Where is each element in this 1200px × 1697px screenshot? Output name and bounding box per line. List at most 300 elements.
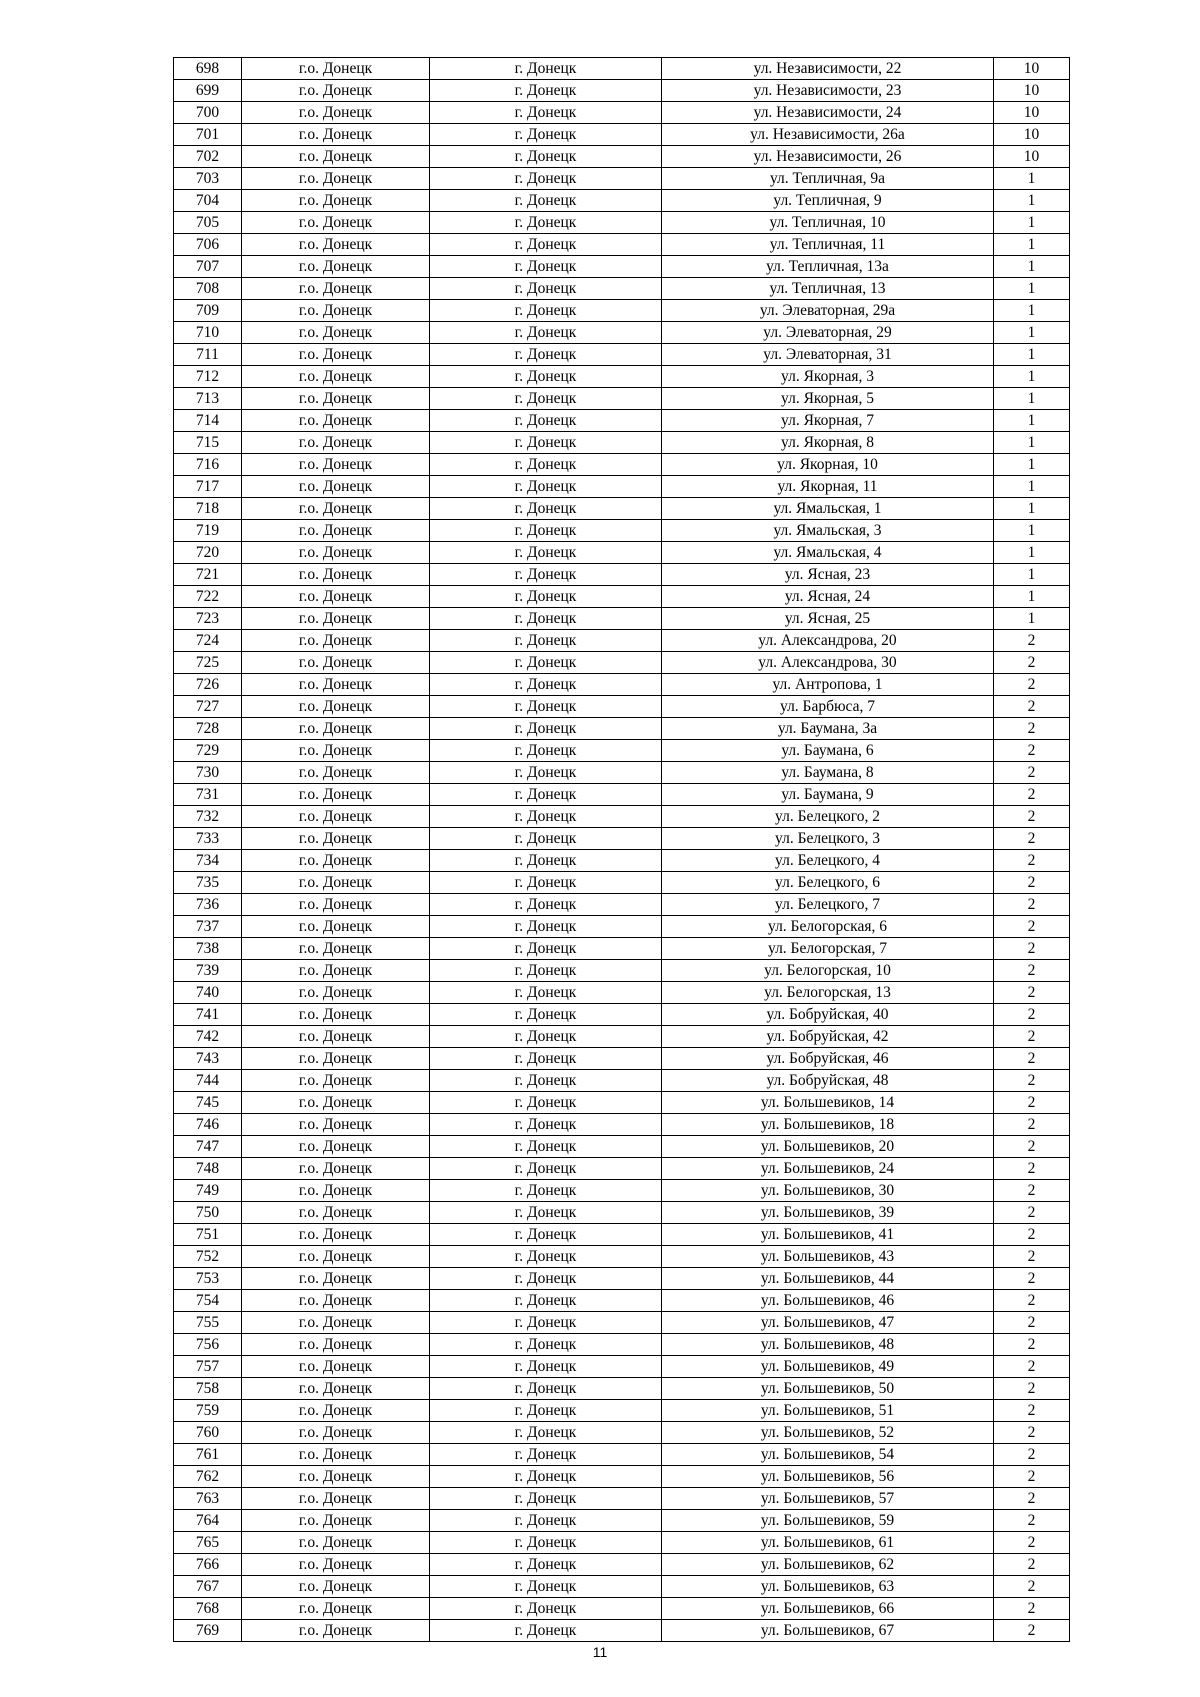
city-cell: г. Донецк bbox=[430, 1466, 662, 1488]
city-cell: г. Донецк bbox=[430, 1048, 662, 1070]
row-number-cell: 755 bbox=[174, 1312, 242, 1334]
district-cell: г.о. Донецк bbox=[242, 1048, 430, 1070]
district-cell: г.о. Донецк bbox=[242, 520, 430, 542]
value-cell: 1 bbox=[994, 520, 1070, 542]
district-cell: г.о. Донецк bbox=[242, 586, 430, 608]
address-cell: ул. Бобруйская, 40 bbox=[662, 1004, 994, 1026]
city-cell: г. Донецк bbox=[430, 608, 662, 630]
value-cell: 1 bbox=[994, 212, 1070, 234]
row-number-cell: 746 bbox=[174, 1114, 242, 1136]
district-cell: г.о. Донецк bbox=[242, 784, 430, 806]
row-number-cell: 738 bbox=[174, 938, 242, 960]
table-row bbox=[174, 938, 1070, 960]
table-row bbox=[174, 608, 1070, 630]
district-cell: г.о. Донецк bbox=[242, 168, 430, 190]
table-row bbox=[174, 630, 1070, 652]
row-number-cell: 720 bbox=[174, 542, 242, 564]
row-number-cell: 736 bbox=[174, 894, 242, 916]
district-cell: г.о. Донецк bbox=[242, 1158, 430, 1180]
table-row bbox=[174, 410, 1070, 432]
address-cell: ул. Баумана, 9 bbox=[662, 784, 994, 806]
value-cell: 10 bbox=[994, 102, 1070, 124]
table-row bbox=[174, 1466, 1070, 1488]
page-number: 11 bbox=[592, 1644, 608, 1660]
address-cell: ул. Бобруйская, 46 bbox=[662, 1048, 994, 1070]
city-cell: г. Донецк bbox=[430, 1554, 662, 1576]
row-number-cell: 715 bbox=[174, 432, 242, 454]
row-number-cell: 698 bbox=[174, 58, 242, 80]
address-cell: ул. Якорная, 3 bbox=[662, 366, 994, 388]
address-cell: ул. Белогорская, 6 bbox=[662, 916, 994, 938]
city-cell: г. Донецк bbox=[430, 872, 662, 894]
address-cell: ул. Александрова, 20 bbox=[662, 630, 994, 652]
value-cell: 1 bbox=[994, 344, 1070, 366]
city-cell: г. Донецк bbox=[430, 1312, 662, 1334]
row-number-cell: 727 bbox=[174, 696, 242, 718]
city-cell: г. Донецк bbox=[430, 674, 662, 696]
table-row bbox=[174, 1268, 1070, 1290]
table-row bbox=[174, 190, 1070, 212]
address-cell: ул. Независимости, 26 bbox=[662, 146, 994, 168]
address-cell: ул. Большевиков, 48 bbox=[662, 1334, 994, 1356]
value-cell: 2 bbox=[994, 652, 1070, 674]
address-cell: ул. Большевиков, 47 bbox=[662, 1312, 994, 1334]
value-cell: 1 bbox=[994, 366, 1070, 388]
table-row bbox=[174, 960, 1070, 982]
district-cell: г.о. Донецк bbox=[242, 1598, 430, 1620]
district-cell: г.о. Донецк bbox=[242, 1312, 430, 1334]
city-cell: г. Донецк bbox=[430, 146, 662, 168]
table-row bbox=[174, 1224, 1070, 1246]
district-cell: г.о. Донецк bbox=[242, 1378, 430, 1400]
city-cell: г. Донецк bbox=[430, 1004, 662, 1026]
address-cell: ул. Большевиков, 44 bbox=[662, 1268, 994, 1290]
city-cell: г. Донецк bbox=[430, 190, 662, 212]
district-cell: г.о. Донецк bbox=[242, 938, 430, 960]
city-cell: г. Донецк bbox=[430, 894, 662, 916]
address-cell: ул. Якорная, 10 bbox=[662, 454, 994, 476]
address-cell: ул. Тепличная, 9а bbox=[662, 168, 994, 190]
row-number-cell: 758 bbox=[174, 1378, 242, 1400]
city-cell: г. Донецк bbox=[430, 432, 662, 454]
row-number-cell: 706 bbox=[174, 234, 242, 256]
address-cell: ул. Якорная, 8 bbox=[662, 432, 994, 454]
city-cell: г. Донецк bbox=[430, 322, 662, 344]
row-number-cell: 740 bbox=[174, 982, 242, 1004]
table-row bbox=[174, 586, 1070, 608]
address-cell: ул. Элеваторная, 29а bbox=[662, 300, 994, 322]
value-cell: 2 bbox=[994, 1290, 1070, 1312]
district-cell: г.о. Донецк bbox=[242, 190, 430, 212]
district-cell: г.о. Донецк bbox=[242, 850, 430, 872]
value-cell: 2 bbox=[994, 1158, 1070, 1180]
row-number-cell: 752 bbox=[174, 1246, 242, 1268]
city-cell: г. Донецк bbox=[430, 652, 662, 674]
address-cell: ул. Большевиков, 63 bbox=[662, 1576, 994, 1598]
district-cell: г.о. Донецк bbox=[242, 80, 430, 102]
value-cell: 2 bbox=[994, 916, 1070, 938]
row-number-cell: 732 bbox=[174, 806, 242, 828]
row-number-cell: 745 bbox=[174, 1092, 242, 1114]
address-cell: ул. Тепличная, 13а bbox=[662, 256, 994, 278]
city-cell: г. Донецк bbox=[430, 1114, 662, 1136]
table-row bbox=[174, 806, 1070, 828]
city-cell: г. Донецк bbox=[430, 234, 662, 256]
address-cell: ул. Александрова, 30 bbox=[662, 652, 994, 674]
city-cell: г. Донецк bbox=[430, 1356, 662, 1378]
city-cell: г. Донецк bbox=[430, 806, 662, 828]
city-cell: г. Донецк bbox=[430, 740, 662, 762]
row-number-cell: 765 bbox=[174, 1532, 242, 1554]
value-cell: 1 bbox=[994, 498, 1070, 520]
address-cell: ул. Баумана, 3а bbox=[662, 718, 994, 740]
row-number-cell: 705 bbox=[174, 212, 242, 234]
value-cell: 1 bbox=[994, 300, 1070, 322]
address-cell: ул. Тепличная, 11 bbox=[662, 234, 994, 256]
address-cell: ул. Большевиков, 20 bbox=[662, 1136, 994, 1158]
table-row bbox=[174, 1444, 1070, 1466]
district-cell: г.о. Донецк bbox=[242, 1510, 430, 1532]
district-cell: г.о. Донецк bbox=[242, 674, 430, 696]
value-cell: 1 bbox=[994, 564, 1070, 586]
table-row bbox=[174, 498, 1070, 520]
row-number-cell: 741 bbox=[174, 1004, 242, 1026]
value-cell: 1 bbox=[994, 476, 1070, 498]
address-cell: ул. Большевиков, 50 bbox=[662, 1378, 994, 1400]
table-row bbox=[174, 388, 1070, 410]
city-cell: г. Донецк bbox=[430, 762, 662, 784]
table-row bbox=[174, 1510, 1070, 1532]
value-cell: 1 bbox=[994, 168, 1070, 190]
row-number-cell: 714 bbox=[174, 410, 242, 432]
address-cell: ул. Белецкого, 2 bbox=[662, 806, 994, 828]
table-row bbox=[174, 916, 1070, 938]
city-cell: г. Донецк bbox=[430, 476, 662, 498]
table-row bbox=[174, 234, 1070, 256]
table-row bbox=[174, 80, 1070, 102]
district-cell: г.о. Донецк bbox=[242, 256, 430, 278]
value-cell: 1 bbox=[994, 322, 1070, 344]
table-row bbox=[174, 784, 1070, 806]
city-cell: г. Донецк bbox=[430, 960, 662, 982]
row-number-cell: 768 bbox=[174, 1598, 242, 1620]
district-cell: г.о. Донецк bbox=[242, 1334, 430, 1356]
address-cell: ул. Белогорская, 13 bbox=[662, 982, 994, 1004]
district-cell: г.о. Донецк bbox=[242, 1620, 430, 1642]
table-row bbox=[174, 652, 1070, 674]
district-cell: г.о. Донецк bbox=[242, 1004, 430, 1026]
address-cell: ул. Элеваторная, 29 bbox=[662, 322, 994, 344]
address-cell: ул. Барбюса, 7 bbox=[662, 696, 994, 718]
value-cell: 2 bbox=[994, 1004, 1070, 1026]
value-cell: 2 bbox=[994, 1312, 1070, 1334]
address-cell: ул. Большевиков, 49 bbox=[662, 1356, 994, 1378]
district-cell: г.о. Донецк bbox=[242, 454, 430, 476]
district-cell: г.о. Донецк bbox=[242, 564, 430, 586]
city-cell: г. Донецк bbox=[430, 1422, 662, 1444]
table-row bbox=[174, 322, 1070, 344]
city-cell: г. Донецк bbox=[430, 1224, 662, 1246]
value-cell: 10 bbox=[994, 80, 1070, 102]
city-cell: г. Донецк bbox=[430, 1576, 662, 1598]
value-cell: 2 bbox=[994, 806, 1070, 828]
table-row bbox=[174, 1048, 1070, 1070]
row-number-cell: 764 bbox=[174, 1510, 242, 1532]
table-row bbox=[174, 1598, 1070, 1620]
city-cell: г. Донецк bbox=[430, 366, 662, 388]
district-cell: г.о. Донецк bbox=[242, 1268, 430, 1290]
row-number-cell: 749 bbox=[174, 1180, 242, 1202]
district-cell: г.о. Донецк bbox=[242, 1576, 430, 1598]
row-number-cell: 707 bbox=[174, 256, 242, 278]
table-row bbox=[174, 564, 1070, 586]
address-cell: ул. Большевиков, 57 bbox=[662, 1488, 994, 1510]
city-cell: г. Донецк bbox=[430, 696, 662, 718]
city-cell: г. Донецк bbox=[430, 828, 662, 850]
value-cell: 1 bbox=[994, 234, 1070, 256]
table-row bbox=[174, 1092, 1070, 1114]
row-number-cell: 734 bbox=[174, 850, 242, 872]
district-cell: г.о. Донецк bbox=[242, 410, 430, 432]
row-number-cell: 723 bbox=[174, 608, 242, 630]
row-number-cell: 709 bbox=[174, 300, 242, 322]
row-number-cell: 719 bbox=[174, 520, 242, 542]
city-cell: г. Донецк bbox=[430, 212, 662, 234]
district-cell: г.о. Донецк bbox=[242, 388, 430, 410]
address-cell: ул. Большевиков, 59 bbox=[662, 1510, 994, 1532]
address-cell: ул. Баумана, 6 bbox=[662, 740, 994, 762]
value-cell: 2 bbox=[994, 850, 1070, 872]
city-cell: г. Донецк bbox=[430, 938, 662, 960]
table-row bbox=[174, 1246, 1070, 1268]
address-cell: ул. Большевиков, 46 bbox=[662, 1290, 994, 1312]
row-number-cell: 766 bbox=[174, 1554, 242, 1576]
district-cell: г.о. Донецк bbox=[242, 1488, 430, 1510]
table-row bbox=[174, 1290, 1070, 1312]
value-cell: 1 bbox=[994, 454, 1070, 476]
district-cell: г.о. Донецк bbox=[242, 1290, 430, 1312]
address-cell: ул. Якорная, 5 bbox=[662, 388, 994, 410]
row-number-cell: 724 bbox=[174, 630, 242, 652]
table-row bbox=[174, 1378, 1070, 1400]
address-cell: ул. Большевиков, 56 bbox=[662, 1466, 994, 1488]
value-cell: 2 bbox=[994, 1356, 1070, 1378]
row-number-cell: 762 bbox=[174, 1466, 242, 1488]
address-cell: ул. Большевиков, 18 bbox=[662, 1114, 994, 1136]
city-cell: г. Донецк bbox=[430, 1290, 662, 1312]
district-cell: г.о. Донецк bbox=[242, 1466, 430, 1488]
row-number-cell: 757 bbox=[174, 1356, 242, 1378]
value-cell: 10 bbox=[994, 124, 1070, 146]
value-cell: 2 bbox=[994, 1598, 1070, 1620]
table-row bbox=[174, 1400, 1070, 1422]
table-row bbox=[174, 476, 1070, 498]
address-cell: ул. Ямальская, 1 bbox=[662, 498, 994, 520]
table-row bbox=[174, 454, 1070, 476]
table-row bbox=[174, 894, 1070, 916]
row-number-cell: 718 bbox=[174, 498, 242, 520]
value-cell: 2 bbox=[994, 1466, 1070, 1488]
district-cell: г.о. Донецк bbox=[242, 718, 430, 740]
district-cell: г.о. Донецк bbox=[242, 1114, 430, 1136]
address-cell: ул. Независимости, 24 bbox=[662, 102, 994, 124]
value-cell: 2 bbox=[994, 718, 1070, 740]
value-cell: 2 bbox=[994, 1268, 1070, 1290]
city-cell: г. Донецк bbox=[430, 388, 662, 410]
table-row bbox=[174, 696, 1070, 718]
city-cell: г. Донецк bbox=[430, 1070, 662, 1092]
value-cell: 2 bbox=[994, 1246, 1070, 1268]
row-number-cell: 759 bbox=[174, 1400, 242, 1422]
value-cell: 2 bbox=[994, 1378, 1070, 1400]
district-cell: г.о. Донецк bbox=[242, 828, 430, 850]
value-cell: 2 bbox=[994, 674, 1070, 696]
value-cell: 1 bbox=[994, 388, 1070, 410]
address-cell: ул. Баумана, 8 bbox=[662, 762, 994, 784]
value-cell: 2 bbox=[994, 762, 1070, 784]
table-row bbox=[174, 256, 1070, 278]
table-row bbox=[174, 1026, 1070, 1048]
row-number-cell: 729 bbox=[174, 740, 242, 762]
city-cell: г. Донецк bbox=[430, 102, 662, 124]
district-cell: г.о. Донецк bbox=[242, 1246, 430, 1268]
address-cell: ул. Большевиков, 67 bbox=[662, 1620, 994, 1642]
row-number-cell: 760 bbox=[174, 1422, 242, 1444]
district-cell: г.о. Донецк bbox=[242, 1180, 430, 1202]
address-cell: ул. Белецкого, 7 bbox=[662, 894, 994, 916]
district-cell: г.о. Донецк bbox=[242, 476, 430, 498]
value-cell: 2 bbox=[994, 1202, 1070, 1224]
table-row bbox=[174, 1532, 1070, 1554]
district-cell: г.о. Донецк bbox=[242, 124, 430, 146]
city-cell: г. Донецк bbox=[430, 630, 662, 652]
city-cell: г. Донецк bbox=[430, 1268, 662, 1290]
city-cell: г. Донецк bbox=[430, 916, 662, 938]
table-row bbox=[174, 674, 1070, 696]
table-row bbox=[174, 432, 1070, 454]
address-cell: ул. Якорная, 11 bbox=[662, 476, 994, 498]
address-cell: ул. Независимости, 23 bbox=[662, 80, 994, 102]
address-cell: ул. Независимости, 22 bbox=[662, 58, 994, 80]
row-number-cell: 751 bbox=[174, 1224, 242, 1246]
row-number-cell: 735 bbox=[174, 872, 242, 894]
district-cell: г.о. Донецк bbox=[242, 1224, 430, 1246]
district-cell: г.о. Донецк bbox=[242, 1070, 430, 1092]
value-cell: 2 bbox=[994, 1400, 1070, 1422]
address-cell: ул. Ясная, 25 bbox=[662, 608, 994, 630]
address-cell: ул. Большевиков, 14 bbox=[662, 1092, 994, 1114]
row-number-cell: 700 bbox=[174, 102, 242, 124]
row-number-cell: 717 bbox=[174, 476, 242, 498]
city-cell: г. Донецк bbox=[430, 58, 662, 80]
address-cell: ул. Элеваторная, 31 bbox=[662, 344, 994, 366]
value-cell: 2 bbox=[994, 1180, 1070, 1202]
district-cell: г.о. Донецк bbox=[242, 916, 430, 938]
row-number-cell: 704 bbox=[174, 190, 242, 212]
city-cell: г. Донецк bbox=[430, 1334, 662, 1356]
row-number-cell: 721 bbox=[174, 564, 242, 586]
city-cell: г. Донецк bbox=[430, 586, 662, 608]
table-row bbox=[174, 58, 1070, 80]
value-cell: 1 bbox=[994, 190, 1070, 212]
row-number-cell: 708 bbox=[174, 278, 242, 300]
value-cell: 2 bbox=[994, 1224, 1070, 1246]
address-cell: ул. Белогорская, 10 bbox=[662, 960, 994, 982]
row-number-cell: 737 bbox=[174, 916, 242, 938]
value-cell: 2 bbox=[994, 1576, 1070, 1598]
table-row bbox=[174, 366, 1070, 388]
table-row bbox=[174, 344, 1070, 366]
city-cell: г. Донецк bbox=[430, 1180, 662, 1202]
table-row bbox=[174, 212, 1070, 234]
address-cell: ул. Большевиков, 61 bbox=[662, 1532, 994, 1554]
city-cell: г. Донецк bbox=[430, 300, 662, 322]
city-cell: г. Донецк bbox=[430, 1026, 662, 1048]
address-cell: ул. Бобруйская, 42 bbox=[662, 1026, 994, 1048]
row-number-cell: 750 bbox=[174, 1202, 242, 1224]
value-cell: 2 bbox=[994, 630, 1070, 652]
district-cell: г.о. Донецк bbox=[242, 872, 430, 894]
value-cell: 2 bbox=[994, 784, 1070, 806]
value-cell: 2 bbox=[994, 1422, 1070, 1444]
table-row bbox=[174, 1334, 1070, 1356]
address-cell: ул. Якорная, 7 bbox=[662, 410, 994, 432]
city-cell: г. Донецк bbox=[430, 410, 662, 432]
table-row bbox=[174, 1312, 1070, 1334]
value-cell: 2 bbox=[994, 960, 1070, 982]
table-row bbox=[174, 1180, 1070, 1202]
table-row bbox=[174, 740, 1070, 762]
district-cell: г.о. Донецк bbox=[242, 1356, 430, 1378]
city-cell: г. Донецк bbox=[430, 1532, 662, 1554]
address-cell: ул. Большевиков, 41 bbox=[662, 1224, 994, 1246]
district-cell: г.о. Донецк bbox=[242, 652, 430, 674]
district-cell: г.о. Донецк bbox=[242, 542, 430, 564]
value-cell: 2 bbox=[994, 696, 1070, 718]
district-cell: г.о. Донецк bbox=[242, 322, 430, 344]
value-cell: 10 bbox=[994, 146, 1070, 168]
table-row bbox=[174, 1356, 1070, 1378]
value-cell: 2 bbox=[994, 1510, 1070, 1532]
city-cell: г. Донецк bbox=[430, 256, 662, 278]
row-number-cell: 711 bbox=[174, 344, 242, 366]
table-row bbox=[174, 542, 1070, 564]
row-number-cell: 744 bbox=[174, 1070, 242, 1092]
table-row bbox=[174, 168, 1070, 190]
address-cell: ул. Большевиков, 62 bbox=[662, 1554, 994, 1576]
district-cell: г.о. Донецк bbox=[242, 1554, 430, 1576]
city-cell: г. Донецк bbox=[430, 1202, 662, 1224]
district-cell: г.о. Донецк bbox=[242, 1444, 430, 1466]
row-number-cell: 763 bbox=[174, 1488, 242, 1510]
district-cell: г.о. Донецк bbox=[242, 1422, 430, 1444]
city-cell: г. Донецк bbox=[430, 1400, 662, 1422]
row-number-cell: 726 bbox=[174, 674, 242, 696]
city-cell: г. Донецк bbox=[430, 1378, 662, 1400]
address-cell: ул. Ямальская, 4 bbox=[662, 542, 994, 564]
value-cell: 2 bbox=[994, 1114, 1070, 1136]
city-cell: г. Донецк bbox=[430, 168, 662, 190]
value-cell: 1 bbox=[994, 586, 1070, 608]
address-table bbox=[173, 57, 1070, 1642]
city-cell: г. Донецк bbox=[430, 1158, 662, 1180]
city-cell: г. Донецк bbox=[430, 564, 662, 586]
table-row bbox=[174, 124, 1070, 146]
value-cell: 1 bbox=[994, 278, 1070, 300]
value-cell: 1 bbox=[994, 432, 1070, 454]
city-cell: г. Донецк bbox=[430, 1620, 662, 1642]
value-cell: 2 bbox=[994, 1070, 1070, 1092]
